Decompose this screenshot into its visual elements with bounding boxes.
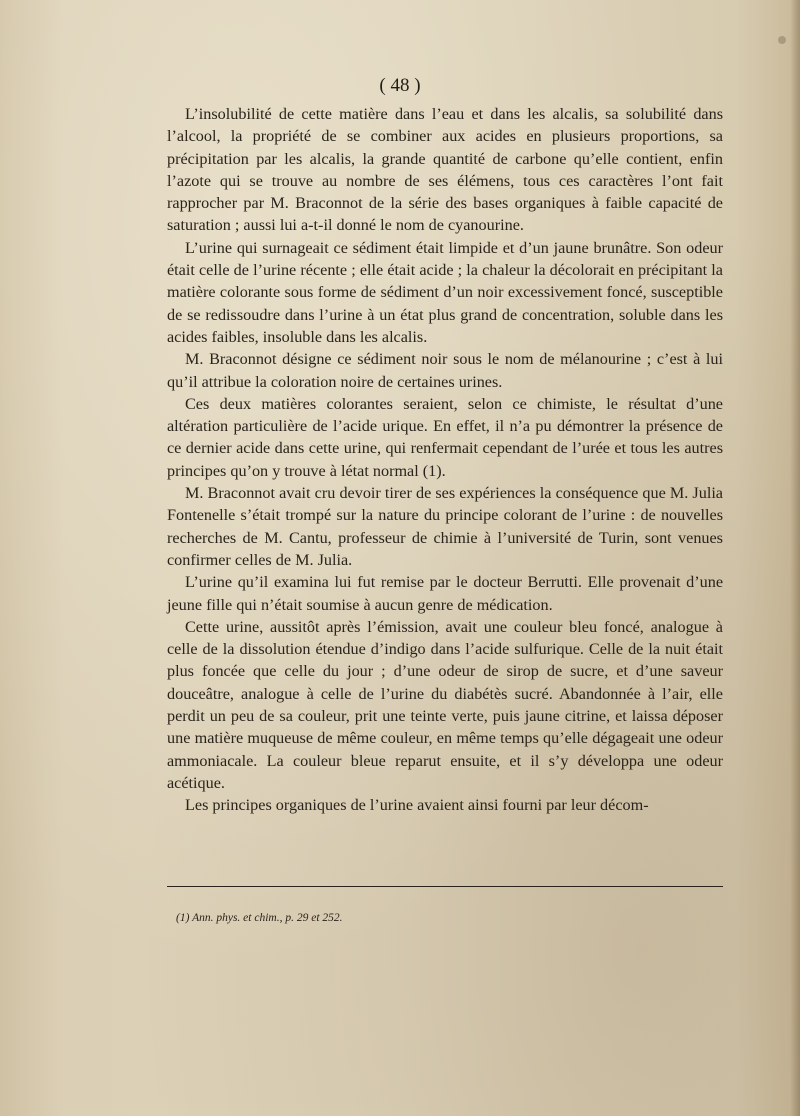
paragraph-6: L’urine qu’il examina lui fut remise par le docteur Berrutti. Elle provenait d’une jeune fille qui n’était soumise à aucun genre de médication. (167, 573, 723, 614)
paragraph-8: Les principes organiques de l’urine avaient ainsi fourni par leur décom- (185, 796, 649, 815)
paragraph-3: M. Braconnot désigne ce sédiment noir sous le nom de mélanourine ; c’est à lui qu’il attribue la coloration noire de certaines urines. (167, 350, 723, 391)
paragraph-1: L’insolubilité de cette matière dans l’eau et dans les alcalis, sa solubilité dans l’alcool, la propriété de se combiner aux acides en plusieurs proportions, sa précipitation par les alcalis, la grande quantité de carbone qu’elle contient, enfin l’azote qui se trouve au nombre de ses élémens, tous ces caractères l’ont fait rapprocher par M. Braconnot de la série des bases organiques à faible capacité de saturation ; aussi lui a-t-il donné le nom de cyanourine. (167, 105, 723, 235)
body-text (167, 103, 723, 817)
paragraph-7: Cette urine, aussitôt après l’émission, avait une couleur bleu foncé, analogue à celle de la dissolution étendue d’indigo dans l’acide sulfurique. Celle de la nuit était plus foncée que celle du jour ; d’une odeur de sirop de sucre, et d’une saveur douceâtre, analogue à celle de l’urine du diabétès sucré. Abandonnée à l’air, elle perdit un peu de sa couleur, prit une teinte verte, puis jaune citrine, et laissa déposer une matière muqueuse de même couleur, en même temps qu’elle dégageait une odeur ammoniacale. La couleur bleue reparut ensuite, et il s’y développa une odeur acétique. (167, 617, 723, 792)
page-number: ( 48 ) (379, 75, 421, 96)
paper-spot (778, 36, 786, 44)
footnote: (1) Ann. phys. et chim., p. 29 et 252. (176, 912, 343, 924)
page-edge-shadow (790, 0, 800, 1116)
paragraph-5: M. Braconnot avait cru devoir tirer de ses expériences la conséquence que M. Julia Fontenelle s’était trompé sur la nature du principe colorant de l’urine : de nouvelles recherches de M. Cantu, professeur de chimie à l’université de Turin, sont venues confirmer celles de M. Julia. (167, 484, 723, 569)
paragraph-4: Ces deux matières colorantes seraient, selon ce chimiste, le résultat d’une altération particulière de l’acide urique. En effet, il n’a pu démontrer la présence de ce dernier acide dans cette urine, qui renfermait cependant de l’urée et tous les autres principes qu’on y trouve à létat normal (1). (167, 394, 723, 480)
paragraph-2: L’urine qui surnageait ce sédiment était limpide et d’un jaune brunâtre. Son odeur était celle de l’urine récente ; elle était acide ; la chaleur la décolorait en précipitant la matière colorante sous forme de sédiment d’un noir excessivement foncé, susceptible de se redissoudre dans l’urine à un état plus grand de concentration, soluble dans les acides faibles, insoluble dans les alcalis. (167, 238, 723, 346)
footnote-rule (167, 886, 723, 887)
